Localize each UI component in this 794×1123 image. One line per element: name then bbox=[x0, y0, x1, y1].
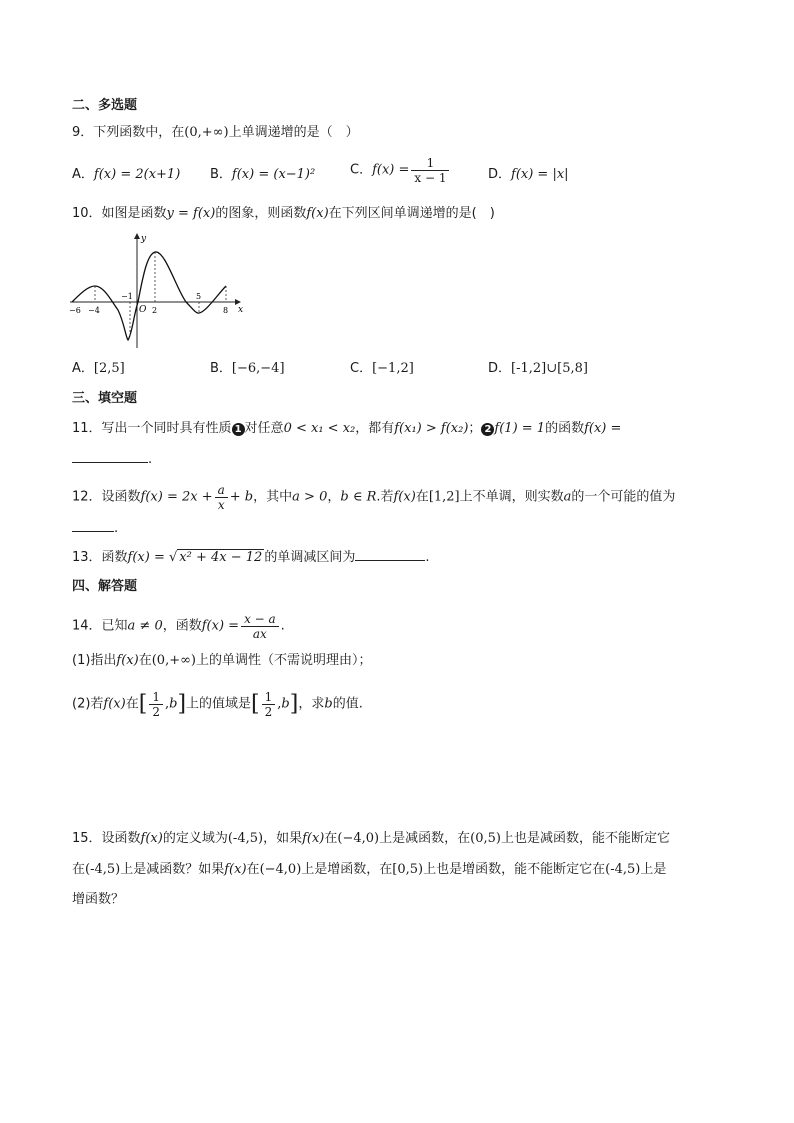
q14-text: (1)指出 bbox=[72, 653, 117, 668]
q12-fx: f(x) bbox=[393, 489, 416, 505]
q15-interval: [0,5) bbox=[392, 862, 424, 877]
q14-period: . bbox=[280, 618, 285, 634]
q15-text: 上是减函数？如果 bbox=[120, 862, 225, 877]
section-heading-multiple-choice: 二、多选题 bbox=[72, 98, 138, 113]
tick-label-neg6: −6 bbox=[69, 306, 81, 315]
q11-condition: 0 < x₁ < x₂ bbox=[283, 421, 356, 436]
var-b: b bbox=[169, 696, 178, 712]
q15-text: 在 bbox=[246, 862, 260, 877]
q13-period: . bbox=[425, 550, 430, 565]
tick-label-8: 8 bbox=[223, 306, 229, 315]
origin-label: O bbox=[139, 305, 147, 315]
fraction-numerator: a bbox=[215, 483, 228, 498]
half-fraction bbox=[149, 690, 163, 719]
option-label: B． bbox=[210, 361, 232, 376]
q10-func: y = f(x) bbox=[166, 206, 216, 221]
q15-interval: (0,5) bbox=[470, 831, 501, 846]
q12-period: . bbox=[114, 521, 119, 536]
q11-text: 11．写出一个同时具有性质 bbox=[72, 421, 232, 436]
q9-text: 9．下列函数中，在 bbox=[72, 125, 185, 140]
q10-text-end: 在下列区间单调递增的是( ) bbox=[328, 206, 495, 221]
option-expr: f(x) = |x| bbox=[511, 167, 569, 182]
q15-text: 上也是减函数，能不能断定它 bbox=[500, 831, 670, 846]
q11-condition2: f(1) = 1 bbox=[494, 421, 546, 436]
q11-text: 对任意 bbox=[244, 421, 284, 436]
section-heading-fill-in: 三、填空题 bbox=[72, 391, 138, 406]
fraction-denominator: ax bbox=[252, 627, 267, 641]
q12-text: 上不单调，则实数 bbox=[459, 489, 564, 505]
q14-fx: f(x) bbox=[116, 653, 139, 668]
q13-radicand: x² + 4x − 12 bbox=[179, 550, 263, 565]
q11-text: ； bbox=[468, 421, 482, 436]
option-label: B． bbox=[210, 167, 232, 182]
q11-tail: f(x) = bbox=[584, 421, 622, 436]
tick-label-neg4: −4 bbox=[88, 306, 100, 315]
q15-fx: f(x) bbox=[140, 831, 163, 846]
q14-fraction bbox=[241, 612, 279, 641]
bracket-open: [ bbox=[251, 691, 260, 717]
q12-fraction bbox=[215, 483, 228, 512]
q12-interval: [1,2] bbox=[428, 489, 460, 505]
q11-inequality: f(x₁) > f(x₂) bbox=[394, 421, 469, 436]
q12-text: 在 bbox=[415, 489, 429, 505]
fraction-numerator: 1 bbox=[262, 690, 276, 705]
fraction bbox=[411, 156, 449, 185]
q10-option-a[interactable] bbox=[72, 360, 125, 378]
option-expr: f(x) = bbox=[372, 162, 410, 178]
q15-domain: (-4,5) bbox=[227, 831, 264, 846]
q15-domain: (-4,5) bbox=[85, 862, 121, 877]
q15-text: 15．设函数 bbox=[72, 831, 141, 846]
q12-lhs: f(x) = 2x + bbox=[140, 489, 213, 505]
q12-cond1: a > 0 bbox=[292, 489, 328, 505]
q15-fx: f(x) bbox=[224, 862, 247, 877]
q15-text: 在 bbox=[72, 862, 86, 877]
q15-text: 上也是增函数，能不能断定它在 bbox=[423, 862, 606, 877]
q14-part-2 bbox=[72, 690, 363, 719]
question-14-stem bbox=[72, 612, 285, 641]
q14-interval: (0,+∞) bbox=[151, 653, 197, 668]
q10-option-b[interactable] bbox=[210, 360, 285, 378]
tick-label-5: 5 bbox=[196, 292, 202, 301]
q15-fx: f(x) bbox=[302, 831, 325, 846]
option-expr: [−6,−4] bbox=[231, 361, 285, 376]
option-expr: f(x) = 2(x+1) bbox=[93, 167, 181, 182]
q12-text: ，其中 bbox=[253, 489, 293, 505]
comma: , bbox=[164, 696, 170, 712]
option-label: C． bbox=[350, 162, 373, 178]
option-expr: [2,5] bbox=[93, 361, 125, 376]
var-b: b bbox=[281, 696, 290, 712]
q9-option-a[interactable] bbox=[72, 166, 180, 184]
q14-text: 在 bbox=[125, 696, 139, 712]
q12-text: 的一个可能的值为 bbox=[571, 489, 676, 505]
q11-text: ，都有 bbox=[355, 421, 395, 436]
sqrt-sign: √ bbox=[169, 550, 178, 565]
question-13-stem bbox=[72, 548, 429, 567]
bracket-close: ] bbox=[177, 691, 187, 717]
q14-text: 上的单调性（不需说明理由）； bbox=[196, 653, 372, 668]
answer-blank[interactable] bbox=[355, 548, 425, 561]
question-11-stem bbox=[72, 420, 621, 438]
fraction-numerator: 1 bbox=[411, 156, 449, 171]
fraction-denominator: 2 bbox=[264, 705, 273, 719]
q14-text: 上的值域是 bbox=[186, 696, 252, 712]
option-label: D． bbox=[488, 361, 512, 376]
half-fraction bbox=[262, 690, 276, 719]
q14-text: 在 bbox=[138, 653, 152, 668]
q11-period: . bbox=[148, 452, 153, 467]
q10-function-graph bbox=[68, 230, 253, 350]
q15-interval: (−4,0) bbox=[337, 831, 380, 846]
option-expr: f(x) = (x−1)² bbox=[231, 167, 316, 182]
tick-label-neg1: −1 bbox=[121, 292, 133, 301]
tick-label-2: 2 bbox=[152, 306, 158, 315]
q10-func2: f(x) bbox=[306, 206, 329, 221]
y-axis-label: y bbox=[141, 234, 147, 244]
q12-cond2: b ∈ R bbox=[340, 489, 377, 505]
fraction-denominator: x − 1 bbox=[414, 171, 447, 185]
q10-option-d[interactable] bbox=[488, 360, 588, 378]
q12-text: .若 bbox=[376, 489, 394, 505]
q11-answer-line[interactable] bbox=[72, 450, 152, 469]
q9-option-c[interactable] bbox=[350, 156, 451, 185]
option-label: C． bbox=[350, 361, 373, 376]
q14-lhs: f(x) = bbox=[201, 618, 240, 634]
q14-fx: f(x) bbox=[103, 696, 126, 712]
q15-text: 上是增函数，在 bbox=[301, 862, 393, 877]
question-12-stem bbox=[72, 483, 675, 512]
question-15-line-1 bbox=[72, 830, 670, 848]
question-9-stem bbox=[72, 124, 359, 142]
bracket-close: ] bbox=[289, 691, 299, 717]
fraction-denominator: 2 bbox=[152, 705, 160, 719]
q9-interval: (0,+∞) bbox=[184, 125, 229, 140]
q12-var: a bbox=[563, 489, 572, 505]
circled-number-2: 2 bbox=[481, 423, 494, 436]
option-label: A． bbox=[72, 167, 94, 182]
question-10-stem bbox=[72, 205, 495, 223]
bracket-open: [ bbox=[138, 691, 148, 717]
q14-cond: a ≠ 0 bbox=[127, 618, 163, 634]
fraction-denominator: x bbox=[217, 498, 225, 512]
q10-text: 10．如图是函数 bbox=[72, 206, 167, 221]
option-label: A． bbox=[72, 361, 94, 376]
q10-option-c[interactable] bbox=[350, 360, 414, 378]
q15-interval: (−4,0) bbox=[259, 862, 302, 877]
q10-text-mid: 的图象，则函数 bbox=[215, 206, 307, 221]
answer-blank[interactable] bbox=[72, 519, 114, 532]
q13-lhs: f(x) = bbox=[127, 550, 165, 565]
q12-answer-line[interactable] bbox=[72, 519, 118, 538]
q9-option-d[interactable] bbox=[488, 166, 569, 184]
option-expr: [-1,2]∪[5,8] bbox=[511, 361, 588, 376]
q14-var: b bbox=[324, 696, 333, 712]
q9-option-b[interactable] bbox=[210, 166, 315, 184]
q15-text: 的定义域为 bbox=[162, 831, 228, 846]
q15-domain: (-4,5) bbox=[605, 862, 641, 877]
comma: , bbox=[277, 696, 282, 712]
x-axis-label: x bbox=[238, 305, 244, 315]
fraction-numerator: 1 bbox=[149, 690, 163, 705]
q15-text: ，如果 bbox=[263, 831, 303, 846]
option-expr: [−1,2] bbox=[372, 361, 414, 376]
question-15-line-3 bbox=[72, 891, 124, 909]
q9-text-end: 上单调递增的是（ ） bbox=[228, 125, 359, 140]
q14-text: ，函数 bbox=[162, 618, 202, 634]
question-15-line-2 bbox=[72, 861, 666, 879]
q14-part-1 bbox=[72, 652, 372, 670]
q14-text: ，求 bbox=[298, 696, 325, 712]
q13-text: 13．函数 bbox=[72, 550, 128, 565]
q14-text: 14．已知 bbox=[72, 618, 128, 634]
fraction-numerator: x − a bbox=[241, 612, 279, 627]
q12-rhs: + b bbox=[229, 489, 254, 505]
q12-text: 12．设函数 bbox=[72, 489, 141, 505]
option-label: D． bbox=[488, 167, 512, 182]
q15-text: 上是 bbox=[640, 862, 667, 877]
q11-text: 的函数 bbox=[545, 421, 585, 436]
q15-text: 在 bbox=[324, 831, 338, 846]
q15-text: 上是减函数，在 bbox=[379, 831, 471, 846]
q14-text: 的值. bbox=[332, 696, 363, 712]
section-heading-solve: 四、解答题 bbox=[72, 579, 138, 594]
answer-blank[interactable] bbox=[72, 450, 148, 463]
q14-text: (2)若 bbox=[72, 696, 104, 712]
q15-text: 增函数？ bbox=[72, 892, 125, 907]
q12-text: ， bbox=[327, 489, 341, 505]
q13-text: 的单调减区间为 bbox=[264, 550, 356, 565]
circled-number-1: 1 bbox=[232, 423, 245, 436]
